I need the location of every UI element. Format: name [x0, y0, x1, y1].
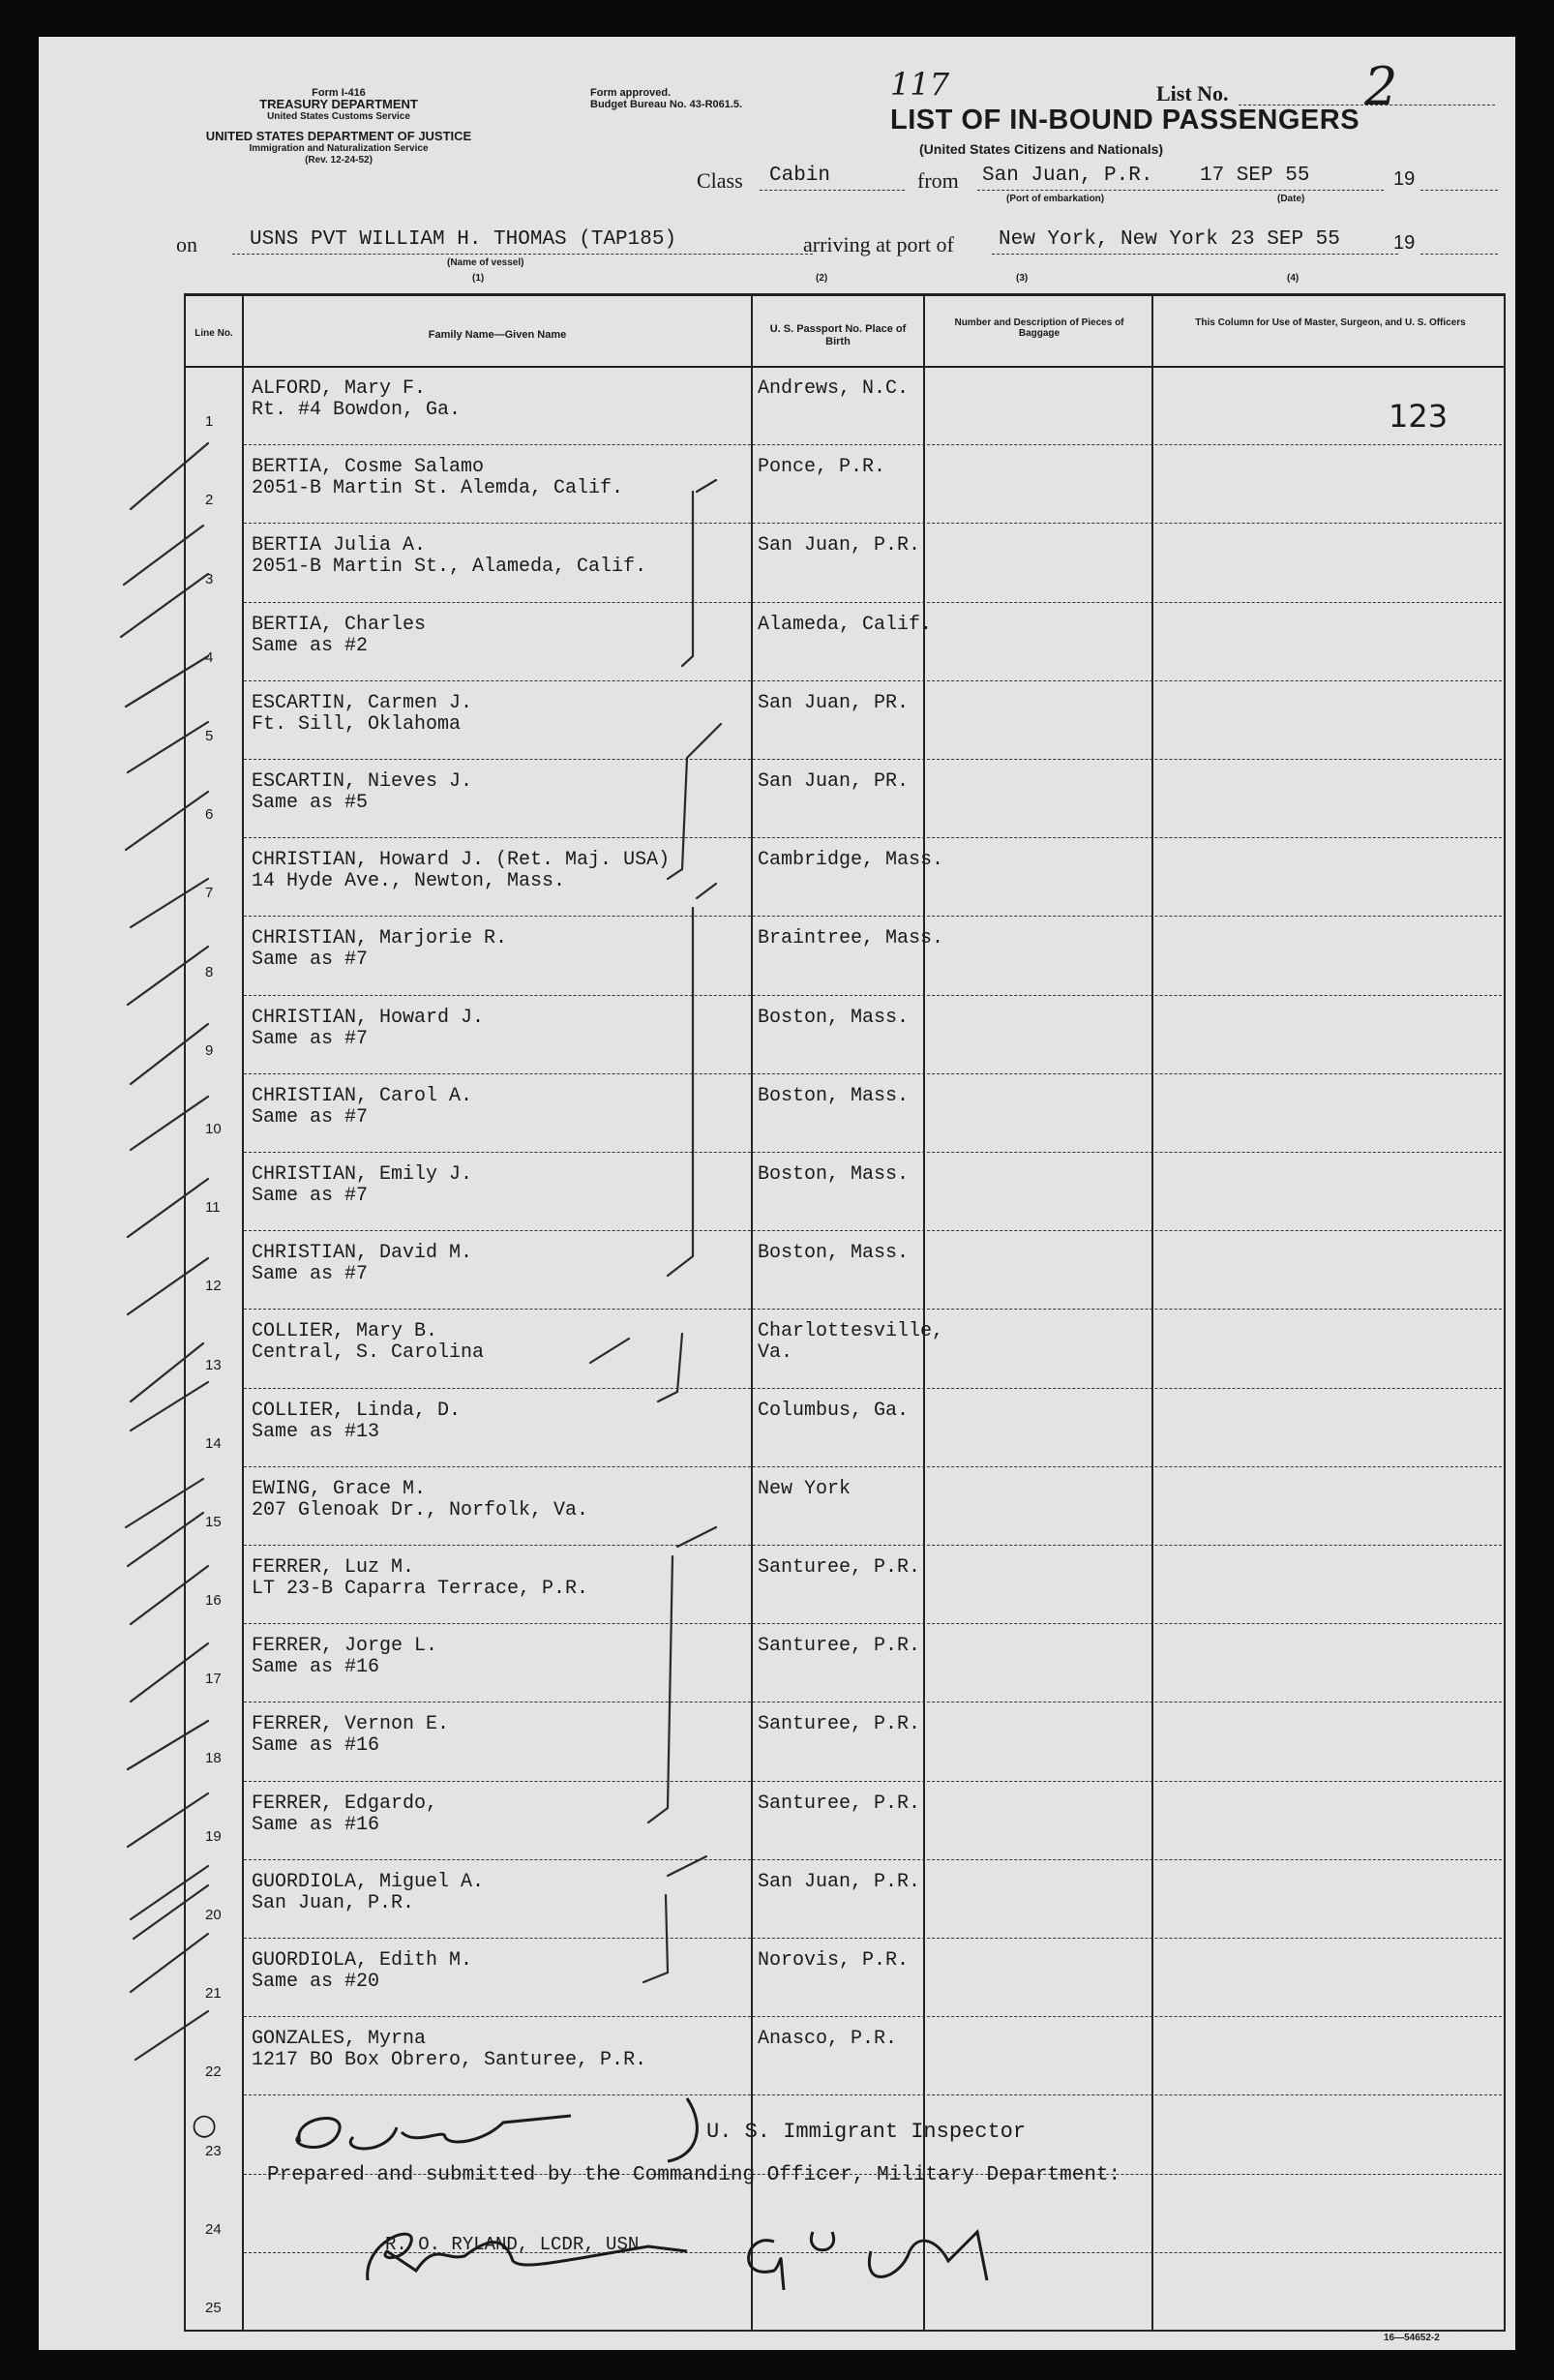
embark-date: 17 SEP 55: [1200, 165, 1310, 187]
passenger-name: CHRISTIAN, Emily J.: [252, 1163, 473, 1186]
dept-justice: UNITED STATES DEPARTMENT OF JUSTICE: [205, 129, 472, 143]
passenger-name: EWING, Grace M.: [252, 1477, 427, 1500]
passenger-address: Same as #20: [252, 1971, 380, 1993]
place-of-birth: San Juan, PR.: [758, 691, 910, 714]
arriving-label: arriving at port of: [803, 232, 954, 256]
header-officers: This Column for Use of Master, Surgeon, and U. S. Officers: [1195, 317, 1466, 328]
place-of-birth: Boston, Mass.: [758, 1084, 910, 1107]
passenger-name: GONZALES, Myrna: [252, 2028, 427, 2051]
passenger-address: 2051-B Martin St. Alemda, Calif.: [252, 477, 624, 500]
place-of-birth: Santuree, P.R.: [758, 1713, 921, 1736]
place-of-birth: San Juan, P.R.: [758, 1870, 921, 1893]
place-of-birth: Norovis, P.R.: [758, 1949, 910, 1972]
place-of-birth: Boston, Mass.: [758, 1242, 910, 1265]
place-of-birth: San Juan, P.R.: [758, 534, 921, 557]
passenger-address: 14 Hyde Ave., Newton, Mass.: [252, 870, 566, 893]
place-of-birth: Alameda, Calif.: [758, 613, 933, 636]
passenger-address: Same as #7: [252, 1185, 369, 1207]
line-number: 13: [205, 1356, 222, 1373]
line-number: 12: [205, 1278, 222, 1295]
col-num-2: (2): [816, 273, 828, 284]
passenger-address: LT 23-B Caparra Terrace, P.R.: [252, 1578, 589, 1600]
line-number: 9: [205, 1041, 214, 1059]
col-num-4: (4): [1287, 273, 1300, 284]
place-of-birth: Santuree, P.R.: [758, 1792, 921, 1815]
place-of-birth: Braintree, Mass.: [758, 927, 944, 950]
line-number: 6: [205, 806, 214, 824]
line-number: 22: [205, 2064, 222, 2081]
handwritten-tick-marks: [39, 37, 1515, 2350]
form-revision: (Rev. 12-24-52): [305, 155, 373, 166]
passenger-name: COLLIER, Mary B.: [252, 1320, 438, 1343]
inspector-signature: [281, 2089, 745, 2166]
class-value: Cabin: [769, 165, 831, 187]
passenger-name: CHRISTIAN, David M.: [252, 1242, 473, 1265]
year-prefix-2: 19: [1393, 232, 1416, 254]
place-of-birth: Boston, Mass.: [758, 1006, 910, 1029]
passenger-name: CHRISTIAN, Howard J. (Ret. Maj. USA): [252, 849, 671, 872]
officer-name: R. O. RYLAND, LCDR, USN: [385, 2234, 640, 2255]
line-number: 10: [205, 1121, 222, 1137]
from-label: from: [917, 168, 959, 193]
port-of-embarkation: San Juan, P.R.: [982, 165, 1153, 187]
place-of-birth: Anasco, P.R.: [758, 2028, 898, 2051]
line-number: 1: [205, 413, 214, 431]
place-of-birth: Boston, Mass.: [758, 1163, 910, 1186]
passenger-address: Same as #16: [252, 1656, 380, 1679]
passenger-address: Same as #7: [252, 1263, 369, 1286]
arrival-port: New York, New York 23 SEP 55: [999, 228, 1340, 251]
col-num-1: (1): [472, 273, 485, 284]
vessel-name: USNS PVT WILLIAM H. THOMAS (TAP185): [250, 228, 677, 251]
passenger-name: GUORDIOLA, Edith M.: [252, 1949, 473, 1972]
passenger-address: Same as #7: [252, 949, 369, 972]
line-number: 25: [205, 2300, 222, 2316]
list-no-label: List No.: [1156, 81, 1229, 105]
line-number: 5: [205, 728, 214, 744]
col-num-3: (3): [1016, 273, 1029, 284]
place-of-birth: Santuree, P.R.: [758, 1635, 921, 1658]
passenger-name: FERRER, Vernon E.: [252, 1713, 450, 1736]
passenger-address: Same as #16: [252, 1813, 380, 1836]
line-number: 8: [205, 963, 214, 980]
prepared-statement: Prepared and submitted by the Commanding Officer, Military Department:: [267, 2164, 1121, 2186]
date-caption: (Date): [1277, 194, 1305, 204]
passenger-address: Same as #13: [252, 1420, 380, 1443]
budget-bureau: Budget Bureau No. 43-R061.5.: [590, 99, 743, 110]
handwritten-annotation: 117: [890, 66, 950, 103]
passenger-name: BERTIA, Cosme Salamo: [252, 456, 485, 479]
passenger-name: GUORDIOLA, Miguel A.: [252, 1870, 485, 1893]
line-number: 4: [205, 648, 214, 666]
passenger-address: Same as #16: [252, 1734, 380, 1758]
header-name: Family Name—Given Name: [428, 329, 567, 341]
passenger-address: Central, S. Carolina: [252, 1341, 485, 1365]
passenger-address: 1217 BO Box Obrero, Santuree, P.R.: [252, 2049, 647, 2072]
passenger-address: Same as #5: [252, 792, 369, 814]
passenger-address: Rt. #4 Bowdon, Ga.: [252, 399, 462, 421]
line-number: 7: [205, 885, 214, 902]
inspector-label: U. S. Immigrant Inspector: [706, 2120, 1027, 2144]
passenger-address: Same as #7: [252, 1027, 369, 1050]
passenger-name: ALFORD, Mary F.: [252, 377, 427, 400]
list-no-value: 2: [1364, 56, 1398, 117]
passenger-address: 207 Glenoak Dr., Norfolk, Va.: [252, 1498, 589, 1521]
place-of-birth: Ponce, P.R.: [758, 456, 886, 479]
line-number: 14: [205, 1434, 222, 1452]
passenger-name: CHRISTIAN, Carol A.: [252, 1084, 473, 1107]
officer-note: 123: [1389, 398, 1449, 435]
passenger-name: ESCARTIN, Nieves J.: [252, 770, 473, 793]
place-of-birth: Andrews, N.C.: [758, 377, 910, 400]
class-label: Class: [697, 168, 743, 193]
line-number: 21: [205, 1985, 222, 2003]
dept-ins: Immigration and Naturalization Service: [249, 143, 429, 154]
passenger-name: BERTIA Julia A.: [252, 534, 427, 557]
passenger-address: Ft. Sill, Oklahoma: [252, 712, 462, 736]
line-number: 2: [205, 492, 214, 509]
passenger-name: CHRISTIAN, Howard J.: [252, 1006, 485, 1029]
passenger-address: 2051-B Martin St., Alameda, Calif.: [252, 556, 647, 579]
line-number: 17: [205, 1671, 222, 1688]
passenger-address: Same as #2: [252, 634, 369, 657]
dept-customs: United States Customs Service: [267, 111, 410, 122]
vessel-caption: (Name of vessel): [447, 257, 524, 268]
passenger-name: BERTIA, Charles: [252, 613, 427, 636]
passenger-name: COLLIER, Linda, D.: [252, 1399, 462, 1422]
passenger-address: Same as #7: [252, 1105, 369, 1129]
line-number: 23: [205, 2142, 222, 2159]
place-of-birth: Santuree, P.R.: [758, 1556, 921, 1579]
line-number: 19: [205, 1827, 222, 1845]
line-number: 15: [205, 1514, 222, 1530]
passenger-name: FERRER, Jorge L.: [252, 1635, 438, 1658]
place-of-birth: New York: [758, 1477, 852, 1500]
form-page: [39, 37, 1515, 2350]
footer-code: 16—54652-2: [1384, 2333, 1440, 2343]
header-passport: U. S. Passport No. Place of Birth: [769, 323, 907, 347]
line-number: 3: [205, 570, 214, 587]
place-of-birth: Columbus, Ga.: [758, 1399, 910, 1422]
page-subtitle: (United States Citizens and Nationals): [919, 141, 1164, 157]
line-number: 11: [205, 1199, 221, 1217]
passenger-name: CHRISTIAN, Marjorie R.: [252, 927, 508, 950]
form-number: Form I-416: [312, 87, 366, 99]
page-title: LIST OF IN-BOUND PASSENGERS: [890, 105, 1360, 136]
form-approved: Form approved.: [590, 87, 672, 99]
on-label: on: [176, 232, 197, 256]
passenger-name: FERRER, Luz M.: [252, 1556, 415, 1579]
place-of-birth: San Juan, PR.: [758, 770, 910, 793]
header-line-no: Line No.: [194, 328, 233, 339]
place-of-birth-cont: Va.: [758, 1341, 793, 1365]
line-number: 20: [205, 1907, 222, 1923]
line-number: 18: [205, 1749, 222, 1766]
line-number: 24: [205, 2220, 222, 2238]
embark-caption: (Port of embarkation): [1006, 194, 1105, 204]
passenger-name: ESCARTIN, Carmen J.: [252, 691, 473, 714]
circled-number: ○: [192, 2108, 218, 2142]
dept-treasury: TREASURY DEPARTMENT: [259, 97, 418, 111]
year-prefix: 19: [1393, 168, 1416, 190]
passenger-address: San Juan, P.R.: [252, 1891, 415, 1914]
officer-signature: [358, 2203, 1055, 2309]
place-of-birth: Cambridge, Mass.: [758, 849, 944, 872]
passenger-name: FERRER, Edgardo,: [252, 1792, 438, 1815]
header-baggage: Number and Description of Pieces of Baggage: [954, 317, 1124, 339]
line-number: 16: [205, 1592, 222, 1610]
place-of-birth: Charlottesville,: [758, 1320, 944, 1343]
